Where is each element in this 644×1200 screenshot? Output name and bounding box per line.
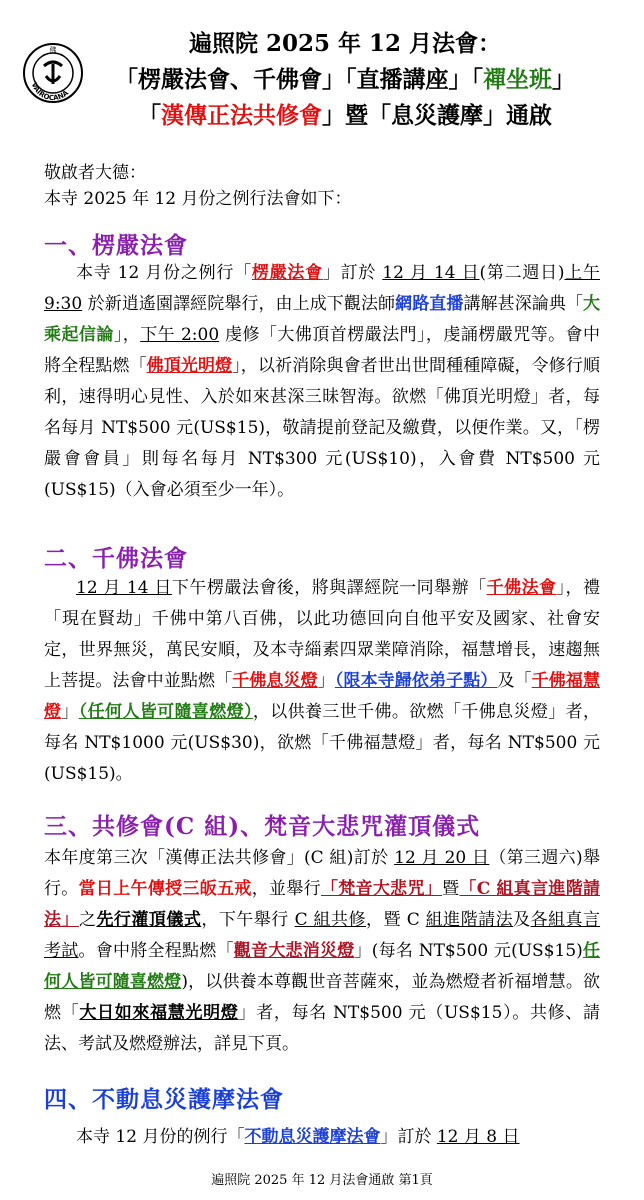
section-body-3: 本年度第三次「漢傳正法共修會」(C 組)訂於 12 月 20 日（第三週六)舉行。當日上午傳授三皈五戒，並舉行「梵音大悲咒」暨「C 組真言進階請法」之先行灌頂儀式，下午舉行 C 組共修，暨 C 組進階請法及各組真言考試。會中將全程點燃「觀音大悲消災燈」(每名 NT$500 元(US$15)任何人皆可隨喜燃燈)，以供養本尊觀世音菩薩來，並為燃燈者祈福增慧。欲燃「大日如來福慧光明燈」者，每名 NT$500 元（US$15）。共修、請法、考試及燃燈辦法，詳見下頁。 — [44, 848, 601, 1054]
section-title-4: 四、不動息災護摩法會 — [44, 1086, 284, 1113]
section-body-1: 本寺 12 月份之例行「楞嚴法會」訂於 12 月 14 日(第二週日)上午 9:30 於新逍遙園譯經院舉行，由上成下觀法師網路直播講解甚深論典「大乘起信論」，下午 2:00 虔修「大佛頂首楞嚴法門」，虔誦楞嚴咒等。會中將全程點燃「佛頂光明燈」，以祈消除與會者世出世間種種障礙，令修行順利，速得明心見性、入於如來甚深三昧智海。欲燃「佛頂光明燈」者，每名每月 NT$500 元(US$15)，敬請提前登記及繳費，以便作業。又，「楞嚴會會員」則每名每月 NT$300 元(US$10)，入會費 NT$500 元(US$15)（入會必須至少一年）。 — [44, 263, 601, 500]
greeting: 敬啟者大德： — [44, 163, 146, 183]
svg-text:VAIROCANA: VAIROCANA — [29, 81, 70, 103]
section-title-3: 三、共修會(C 組)、梵音大悲咒灌頂儀式 — [44, 813, 481, 840]
section-body-2: 12 月 14 日下午楞嚴法會後，將與譯經院一同舉辦「千佛法會」，禮「現在賢劫」千佛中第八百佛，以此功德回向自他平安及國家、社會安定，世界無災，萬民安順，及本寺緇素四眾業障消除，福慧增長，速趨無上菩提。法會中並點燃「千佛息災燈」（限本寺歸依弟子點）及「千佛福慧燈」（任何人皆可隨喜燃燈），以供養三世千佛。欲燃「千佛息災燈」者，每名 NT$1000 元(US$30)，欲燃「千佛福慧燈」者，每名 NT$500 元(US$15)。 — [44, 578, 601, 784]
header-title-line2: 「楞嚴法會、千佛會」「直播講座」「禪坐班」 — [115, 66, 575, 93]
section-title-2: 二、千佛法會 — [44, 545, 188, 572]
header-title-line1: 遍照院 2025 年 12 月法會： — [188, 30, 502, 57]
section-title-1: 一、楞嚴法會 — [44, 232, 188, 259]
svg-text:佛: 佛 — [49, 46, 57, 54]
page-footer: 遍照院 2025 年 12 月法會通啟 第1頁 — [211, 1173, 433, 1188]
intro-line: 本寺 2025 年 12 月份之例行法會如下： — [44, 189, 352, 209]
header-title-line3: 「漢傳正法共修會」暨「息災護摩」通啟 — [138, 102, 552, 129]
section-body-4: 本寺 12 月份的例行「不動息災護摩法會」訂於 12 月 8 日 — [76, 1127, 520, 1147]
